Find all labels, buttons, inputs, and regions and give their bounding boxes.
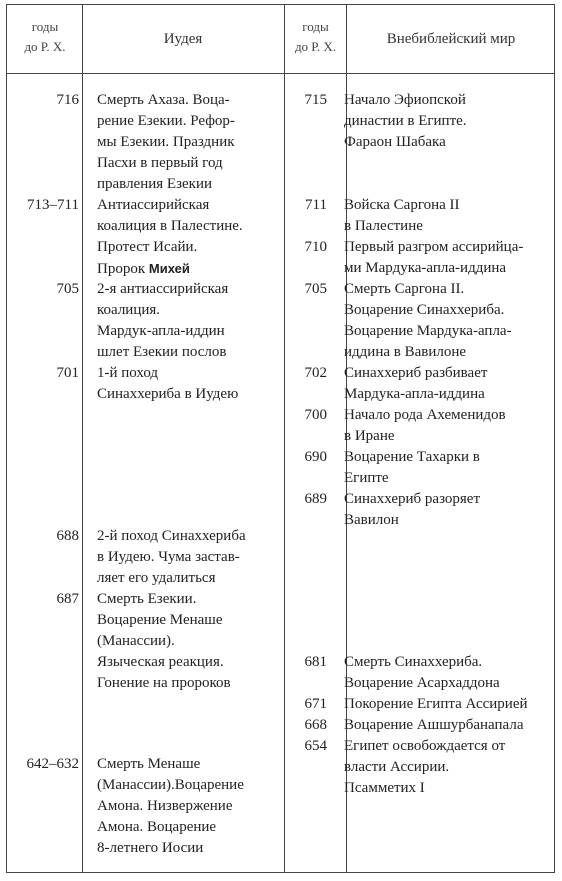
header-judea: Иудея [163,31,203,47]
right-year: 715 [304,92,327,108]
right-year: 690 [304,449,327,465]
left-event: 2-я антиассирийская коалиция. Мардук-апла-иддин шлет Езекии послов [97,281,229,360]
right-year: 689 [304,491,327,507]
prophet-name: Михей [148,261,190,276]
right-event: Смерть Синаххериба. Воцарение Асархаддона [344,654,500,691]
left-year: 688 [56,528,79,544]
right-event: Смерть Саргона II. Воцарение Синаххериба. Воцарение Мардука-апла- иддина в Вавилоне [344,281,512,360]
right-year: 705 [304,281,327,297]
right-year: 668 [304,717,327,733]
right-year: 700 [304,407,327,423]
right-event: Начало рода Ахеменидов в Иране [344,407,506,444]
left-event: 1-й поход Синаххериба в Иудею [97,365,239,402]
column-divider-left-years [82,5,83,872]
right-year: 671 [304,696,327,712]
header-years-right: годы до Р. Х. [294,19,337,54]
left-year: 705 [56,281,79,297]
header-outer-world: Внебиблейский мир [386,31,516,47]
left-event: Смерть Ахаза. Воца- рение Езекии. Рефор- мы Езекии. Праздник Пасхи в первый год правления Езекии [97,92,235,192]
left-year: 687 [56,591,79,607]
left-event-prophet [97,258,190,280]
right-year: 711 [305,197,327,213]
right-event: Войска Саргона II в Палестине [344,197,460,234]
right-event: Синаххериб разоряет Вавилон [344,491,481,528]
right-event: Первый разгром ассирийца- ми Мардука-апла-иддина [344,239,524,276]
right-event: Синаххериб разбивает Мардука-апла-иддина [344,365,488,402]
right-event: Начало Эфиопской династии в Египте. Фараон Шабака [344,92,467,150]
right-event: Воцарение Тахарки в Египте [344,449,480,486]
right-year: 702 [304,365,327,381]
left-year: 713–711 [27,197,79,213]
right-year: 681 [304,654,327,670]
left-event: Смерть Езекии. Воцарение Менаше (Манассии). Языческая реакция. Гонение на пророков [97,591,231,691]
left-event: Антиассирийская коалиция в Палестине. Протест Исайи. [97,197,243,255]
right-event: Египет освобождается от власти Ассирии. Псамметих I [344,738,506,796]
header-years-left: годы до Р. Х. [24,19,66,54]
chronology-table [6,4,555,873]
left-year: 716 [56,92,79,108]
prophet-prefix: Пророк [97,261,149,277]
left-event: 2-й поход Синаххериба в Иудею. Чума застав- ляет его удалиться [97,528,246,586]
right-event: Воцарение Ашшурбанапала [344,717,524,733]
right-event: Покорение Египта Ассирией [344,696,528,712]
left-year: 642–632 [26,756,79,772]
right-year: 654 [304,738,327,754]
left-event: Смерть Менаше (Манассии).Воцарение Амона. Низвержение Амона. Воцарение 8-летнего Иосии [97,756,244,856]
right-year: 710 [304,239,327,255]
header-divider [7,73,554,74]
left-year: 701 [56,365,79,381]
